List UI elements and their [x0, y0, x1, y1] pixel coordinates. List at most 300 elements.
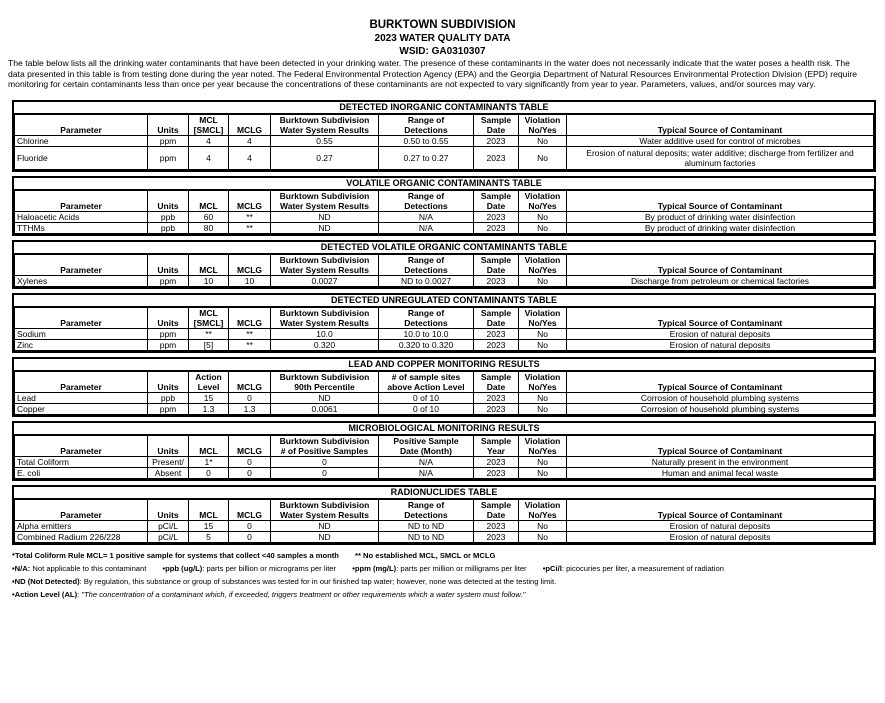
- na-term: •N/A:: [12, 564, 31, 573]
- column-header: Water System Results: [271, 125, 379, 136]
- header-row: [15, 191, 874, 202]
- column-header: No/Yes: [519, 510, 567, 521]
- column-header: Typical Source of Contaminant: [567, 382, 874, 393]
- table-cell: 15: [189, 521, 229, 532]
- table-cell: ND: [271, 393, 379, 404]
- table-cell: No: [519, 276, 567, 287]
- table-row: [15, 404, 874, 415]
- column-header: MCLG: [229, 510, 271, 521]
- column-header: [15, 255, 148, 266]
- column-header: Detections: [379, 318, 474, 329]
- table-cell: 2023: [474, 276, 519, 287]
- column-header: Date: [474, 201, 519, 212]
- table-cell: No: [519, 223, 567, 234]
- ppb-text: : parts per billion or micrograms per liter: [202, 564, 337, 573]
- column-header: Range of: [379, 500, 474, 511]
- table-cell: 2023: [474, 393, 519, 404]
- table-cell: 2023: [474, 340, 519, 351]
- table-cell: [5]: [189, 340, 229, 351]
- table-cell: No: [519, 147, 567, 170]
- column-header: Year: [474, 446, 519, 457]
- column-header: Parameter: [15, 125, 148, 136]
- table-cell: Alpha emitters: [15, 521, 148, 532]
- table-cell: pCi/L: [148, 521, 189, 532]
- table-cell: ND: [271, 521, 379, 532]
- column-header: Water System Results: [271, 318, 379, 329]
- column-header: Detections: [379, 201, 474, 212]
- column-header: MCL: [189, 308, 229, 319]
- column-header: Date: [474, 125, 519, 136]
- column-header: Parameter: [15, 446, 148, 457]
- column-header: Detections: [379, 510, 474, 521]
- table-cell: Erosion of natural deposits: [567, 340, 874, 351]
- column-header: Typical Source of Contaminant: [567, 265, 874, 276]
- column-header: Burktown Subdivision: [271, 308, 379, 319]
- table-cell: Corrosion of household plumbing systems: [567, 404, 874, 415]
- header-row: [15, 446, 874, 457]
- table-cell: 2023: [474, 521, 519, 532]
- table-cell: 2023: [474, 457, 519, 468]
- column-header: Typical Source of Contaminant: [567, 201, 874, 212]
- contaminant-table-section: [12, 357, 876, 417]
- table-cell: Erosion of natural deposits: [567, 532, 874, 543]
- table-cell: ppm: [148, 276, 189, 287]
- column-header: Burktown Subdivision: [271, 255, 379, 266]
- column-header: MCLG: [229, 382, 271, 393]
- table-cell: Sodium: [15, 329, 148, 340]
- column-header: Range of: [379, 255, 474, 266]
- column-header: above Action Level: [379, 382, 474, 393]
- contaminant-table: [14, 190, 874, 234]
- footnote-line-3: [12, 575, 872, 588]
- column-header: Sample: [474, 191, 519, 202]
- pci-text: : picocuries per liter, a measurement of radiation: [561, 564, 724, 573]
- table-cell: 5: [189, 532, 229, 543]
- table-cell: 0 of 10: [379, 393, 474, 404]
- column-header: Sample: [474, 255, 519, 266]
- table-cell: 0: [271, 457, 379, 468]
- ppm-term: •ppm (mg/L): [352, 564, 397, 573]
- table-row: [15, 276, 874, 287]
- table-cell: Combined Radium 226/228: [15, 532, 148, 543]
- column-header: No/Yes: [519, 446, 567, 457]
- table-cell: Copper: [15, 404, 148, 415]
- column-header: [189, 436, 229, 447]
- column-header: Violation: [519, 500, 567, 511]
- column-header: Units: [148, 265, 189, 276]
- table-cell: ppm: [148, 329, 189, 340]
- column-header: Burktown Subdivision: [271, 115, 379, 126]
- column-header: [SMCL]: [189, 125, 229, 136]
- column-header: MCLG: [229, 318, 271, 329]
- header-row: [15, 372, 874, 383]
- column-header: MCL: [189, 201, 229, 212]
- column-header: Parameter: [15, 265, 148, 276]
- contaminant-table-section: [12, 485, 876, 545]
- table-cell: ND: [271, 223, 379, 234]
- table-cell: 0: [229, 532, 271, 543]
- column-header: Units: [148, 446, 189, 457]
- action-level-text: "The concentration of a contaminant which, if exceeded, triggers treatment or other requirements which a water system must follow.": [81, 590, 526, 599]
- table-cell: ND to ND: [379, 521, 474, 532]
- column-header: Detections: [379, 265, 474, 276]
- column-header: [229, 500, 271, 511]
- table-cell: 10.0: [271, 329, 379, 340]
- table-cell: Lead: [15, 393, 148, 404]
- column-header: Detections: [379, 125, 474, 136]
- column-header: MCL: [189, 115, 229, 126]
- table-cell: 0.0061: [271, 404, 379, 415]
- table-title: RADIONUCLIDES TABLE: [14, 487, 874, 499]
- column-header: Units: [148, 382, 189, 393]
- column-header: Violation: [519, 255, 567, 266]
- column-header: Water System Results: [271, 510, 379, 521]
- table-title: LEAD AND COPPER MONITORING RESULTS: [14, 359, 874, 371]
- column-header: Violation: [519, 372, 567, 383]
- column-header: Typical Source of Contaminant: [567, 510, 874, 521]
- footnote-line-1: [12, 549, 872, 562]
- column-header: [229, 255, 271, 266]
- table-cell: No: [519, 457, 567, 468]
- column-header: [229, 436, 271, 447]
- column-header: [229, 191, 271, 202]
- contaminant-table: [14, 371, 874, 415]
- column-header: Range of: [379, 191, 474, 202]
- table-cell: Erosion of natural deposits: [567, 521, 874, 532]
- wsid: WSID: GA0310307: [399, 46, 486, 57]
- action-level-term: •Action Level (AL): [12, 590, 78, 599]
- column-header: Violation: [519, 308, 567, 319]
- table-cell: ND: [271, 212, 379, 223]
- column-header: Burktown Subdivision: [271, 500, 379, 511]
- table-cell: 4: [189, 147, 229, 170]
- column-header: No/Yes: [519, 201, 567, 212]
- table-cell: 60: [189, 212, 229, 223]
- column-header: Units: [148, 201, 189, 212]
- pci-term: •pCi/l: [542, 564, 562, 573]
- header-row: [15, 436, 874, 447]
- table-cell: 4: [229, 147, 271, 170]
- table-cell: 2023: [474, 136, 519, 147]
- table-cell: **: [229, 223, 271, 234]
- tables-container: [4, 100, 881, 545]
- table-cell: 2023: [474, 532, 519, 543]
- table-cell: Chlorine: [15, 136, 148, 147]
- column-header: [148, 191, 189, 202]
- column-header: [189, 191, 229, 202]
- table-cell: ppb: [148, 223, 189, 234]
- table-cell: 2023: [474, 468, 519, 479]
- column-header: [567, 500, 874, 511]
- table-cell: Naturally present in the environment: [567, 457, 874, 468]
- table-cell: 0: [229, 457, 271, 468]
- column-header: Range of: [379, 115, 474, 126]
- column-header: [567, 372, 874, 383]
- table-row: [15, 532, 874, 543]
- column-header: MCL: [189, 265, 229, 276]
- header-row: [15, 125, 874, 136]
- column-header: Sample: [474, 500, 519, 511]
- table-row: [15, 340, 874, 351]
- intro-paragraph: The table below lists all the drinking water contaminants that have been detected in your drinking water. The presence of these contaminants in the water does not necessarily indicate that the water poses a health risk. The data presented in this table is from testing done during the year noted. The Federal Environmental Protection Agency (EPA) and the Georgia Department of Natural Resources Environmental Protection Division (EPD) require monitoring for certain contaminants less than once per year because the concentrations of these contaminants are not expected to vary significantly from year to year. Parameters, values, and/or sources may vary.: [8, 58, 857, 90]
- table-cell: ppb: [148, 212, 189, 223]
- column-header: MCLG: [229, 265, 271, 276]
- table-cell: Haloacetic Acids: [15, 212, 148, 223]
- column-header: [148, 372, 189, 383]
- table-cell: 15: [189, 393, 229, 404]
- column-header: Typical Source of Contaminant: [567, 125, 874, 136]
- table-row: [15, 457, 874, 468]
- column-header: Date (Month): [379, 446, 474, 457]
- table-title: VOLATILE ORGANIC CONTAMINANTS TABLE: [14, 178, 874, 190]
- document-subtitle: 2023 WATER QUALITY DATA: [374, 33, 511, 44]
- table-cell: Water additive used for control of microbes: [567, 136, 874, 147]
- table-cell: 0.27 to 0.27: [379, 147, 474, 170]
- table-cell: No: [519, 329, 567, 340]
- table-cell: ND: [271, 532, 379, 543]
- table-cell: 1.3: [189, 404, 229, 415]
- table-cell: By product of drinking water disinfection: [567, 212, 874, 223]
- table-row: [15, 468, 874, 479]
- column-header: Typical Source of Contaminant: [567, 318, 874, 329]
- column-header: Sample: [474, 308, 519, 319]
- header-row: [15, 510, 874, 521]
- table-cell: 0 of 10: [379, 404, 474, 415]
- column-header: No/Yes: [519, 318, 567, 329]
- column-header: Water System Results: [271, 201, 379, 212]
- header-row: [15, 265, 874, 276]
- nd-text: : By regulation, this substance or group of substances was tested for in our finished tap water; however, none was detected at the testing limit.: [79, 577, 557, 586]
- table-row: [15, 212, 874, 223]
- table-cell: **: [189, 329, 229, 340]
- column-header: Parameter: [15, 318, 148, 329]
- column-header: Sample: [474, 372, 519, 383]
- contaminant-table-section: [12, 176, 876, 236]
- table-cell: 2023: [474, 329, 519, 340]
- contaminant-table: [14, 114, 874, 170]
- table-cell: Human and animal fecal waste: [567, 468, 874, 479]
- table-cell: N/A: [379, 457, 474, 468]
- table-cell: 0.0027: [271, 276, 379, 287]
- column-header: [189, 255, 229, 266]
- column-header: Date: [474, 382, 519, 393]
- table-cell: 2023: [474, 223, 519, 234]
- table-cell: 2023: [474, 147, 519, 170]
- column-header: Parameter: [15, 382, 148, 393]
- column-header: [567, 115, 874, 126]
- table-cell: No: [519, 404, 567, 415]
- column-header: Water System Results: [271, 265, 379, 276]
- footnotes: [12, 549, 872, 601]
- table-cell: 2023: [474, 404, 519, 415]
- table-cell: 1.3: [229, 404, 271, 415]
- column-header: Units: [148, 510, 189, 521]
- header-row: [15, 308, 874, 319]
- column-header: [148, 436, 189, 447]
- contaminant-table: [14, 435, 874, 479]
- table-title: MICROBIOLOGICAL MONITORING RESULTS: [14, 423, 874, 435]
- column-header: [567, 191, 874, 202]
- table-cell: 0: [189, 468, 229, 479]
- column-header: Date: [474, 510, 519, 521]
- table-cell: By product of drinking water disinfection: [567, 223, 874, 234]
- column-header: MCL: [189, 510, 229, 521]
- contaminant-table-section: [12, 240, 876, 289]
- column-header: [15, 500, 148, 511]
- table-cell: 10.0 to 10.0: [379, 329, 474, 340]
- column-header: Range of: [379, 308, 474, 319]
- table-cell: E. coli: [15, 468, 148, 479]
- column-header: No/Yes: [519, 382, 567, 393]
- table-cell: ppb: [148, 393, 189, 404]
- column-header: Burktown Subdivision: [271, 372, 379, 383]
- table-row: [15, 393, 874, 404]
- column-header: Violation: [519, 191, 567, 202]
- coliform-rule-note: *Total Coliform Rule MCL= 1 positive sample for systems that collect <40 samples a month: [12, 551, 339, 560]
- column-header: Units: [148, 125, 189, 136]
- column-header: [229, 115, 271, 126]
- contaminant-table: [14, 254, 874, 287]
- table-cell: No: [519, 212, 567, 223]
- table-cell: **: [229, 340, 271, 351]
- table-cell: No: [519, 393, 567, 404]
- column-header: Typical Source of Contaminant: [567, 446, 874, 457]
- action-level-colon: :: [77, 590, 82, 599]
- table-cell: Erosion of natural deposits: [567, 329, 874, 340]
- column-header: Parameter: [15, 510, 148, 521]
- table-cell: N/A: [379, 223, 474, 234]
- column-header: [15, 308, 148, 319]
- table-cell: pCi/L: [148, 532, 189, 543]
- header-row: [15, 318, 874, 329]
- column-header: Positive Sample: [379, 436, 474, 447]
- table-cell: N/A: [379, 212, 474, 223]
- table-cell: ppm: [148, 404, 189, 415]
- ppb-term: •ppb (ug/L): [162, 564, 203, 573]
- column-header: [148, 255, 189, 266]
- column-header: [148, 115, 189, 126]
- footnote-line-4: [12, 588, 872, 601]
- column-header: Burktown Subdivision: [271, 191, 379, 202]
- table-cell: ND to 0.0027: [379, 276, 474, 287]
- table-cell: 1*: [189, 457, 229, 468]
- column-header: Violation: [519, 115, 567, 126]
- table-cell: No: [519, 521, 567, 532]
- column-header: Burktown Subdivision: [271, 436, 379, 447]
- column-header: [567, 436, 874, 447]
- contaminant-table-section: [12, 421, 876, 481]
- table-title: DETECTED INORGANIC CONTAMINANTS TABLE: [14, 102, 874, 114]
- table-cell: 0.320: [271, 340, 379, 351]
- table-cell: Total Coliform: [15, 457, 148, 468]
- column-header: [15, 372, 148, 383]
- contaminant-table-section: [12, 293, 876, 353]
- column-header: [15, 436, 148, 447]
- column-header: [229, 308, 271, 319]
- column-header: [567, 255, 874, 266]
- column-header: # of sample sites: [379, 372, 474, 383]
- table-cell: ppm: [148, 147, 189, 170]
- table-cell: No: [519, 136, 567, 147]
- table-row: [15, 521, 874, 532]
- table-cell: TTHMs: [15, 223, 148, 234]
- table-cell: Present/: [148, 457, 189, 468]
- column-header: Violation: [519, 436, 567, 447]
- column-header: Level: [189, 382, 229, 393]
- nd-term: •ND (Not Detected): [12, 577, 80, 586]
- contaminant-table: [14, 499, 874, 543]
- column-header: [148, 500, 189, 511]
- table-cell: 0.320 to 0.320: [379, 340, 474, 351]
- table-cell: 10: [189, 276, 229, 287]
- table-cell: 0: [229, 521, 271, 532]
- column-header: Sample: [474, 436, 519, 447]
- table-cell: 0: [229, 468, 271, 479]
- table-cell: 4: [229, 136, 271, 147]
- table-cell: Xylenes: [15, 276, 148, 287]
- page: [0, 18, 885, 703]
- table-cell: 0.27: [271, 147, 379, 170]
- na-text: Not applicable to this contaminant: [32, 564, 147, 573]
- column-header: [15, 115, 148, 126]
- table-cell: Zinc: [15, 340, 148, 351]
- table-cell: No: [519, 340, 567, 351]
- document-header: [4, 18, 881, 58]
- table-cell: N/A: [379, 468, 474, 479]
- document-title: BURKTOWN SUBDIVISION: [369, 19, 516, 31]
- table-cell: Fluoride: [15, 147, 148, 170]
- header-row: [15, 201, 874, 212]
- contaminant-table-section: [12, 100, 876, 172]
- column-header: MCL: [189, 446, 229, 457]
- column-header: No/Yes: [519, 265, 567, 276]
- table-cell: No: [519, 468, 567, 479]
- column-header: No/Yes: [519, 125, 567, 136]
- table-cell: 0.50 to 0.55: [379, 136, 474, 147]
- footnote-line-2: [12, 562, 872, 575]
- column-header: Date: [474, 265, 519, 276]
- header-row: [15, 500, 874, 511]
- table-cell: 80: [189, 223, 229, 234]
- column-header: [189, 500, 229, 511]
- table-cell: Absent: [148, 468, 189, 479]
- table-row: [15, 329, 874, 340]
- column-header: [SMCL]: [189, 318, 229, 329]
- column-header: Action: [189, 372, 229, 383]
- table-cell: 10: [229, 276, 271, 287]
- no-established-note: ** No established MCL, SMCL or MCLG: [355, 551, 496, 560]
- column-header: Parameter: [15, 201, 148, 212]
- column-header: MCLG: [229, 201, 271, 212]
- table-row: [15, 147, 874, 170]
- table-cell: 0.55: [271, 136, 379, 147]
- table-title: DETECTED VOLATILE ORGANIC CONTAMINANTS TABLE: [14, 242, 874, 254]
- contaminant-table: [14, 307, 874, 351]
- table-cell: Corrosion of household plumbing systems: [567, 393, 874, 404]
- table-row: [15, 223, 874, 234]
- table-cell: Erosion of natural deposits; water additive; discharge from fertilizer and aluminum factories: [567, 147, 874, 170]
- table-cell: 0: [271, 468, 379, 479]
- column-header: Date: [474, 318, 519, 329]
- ppm-text: : parts per million or milligrams per liter: [396, 564, 527, 573]
- table-cell: ppm: [148, 136, 189, 147]
- header-row: [15, 255, 874, 266]
- table-cell: **: [229, 212, 271, 223]
- column-header: [567, 308, 874, 319]
- column-header: [229, 372, 271, 383]
- column-header: [148, 308, 189, 319]
- column-header: Units: [148, 318, 189, 329]
